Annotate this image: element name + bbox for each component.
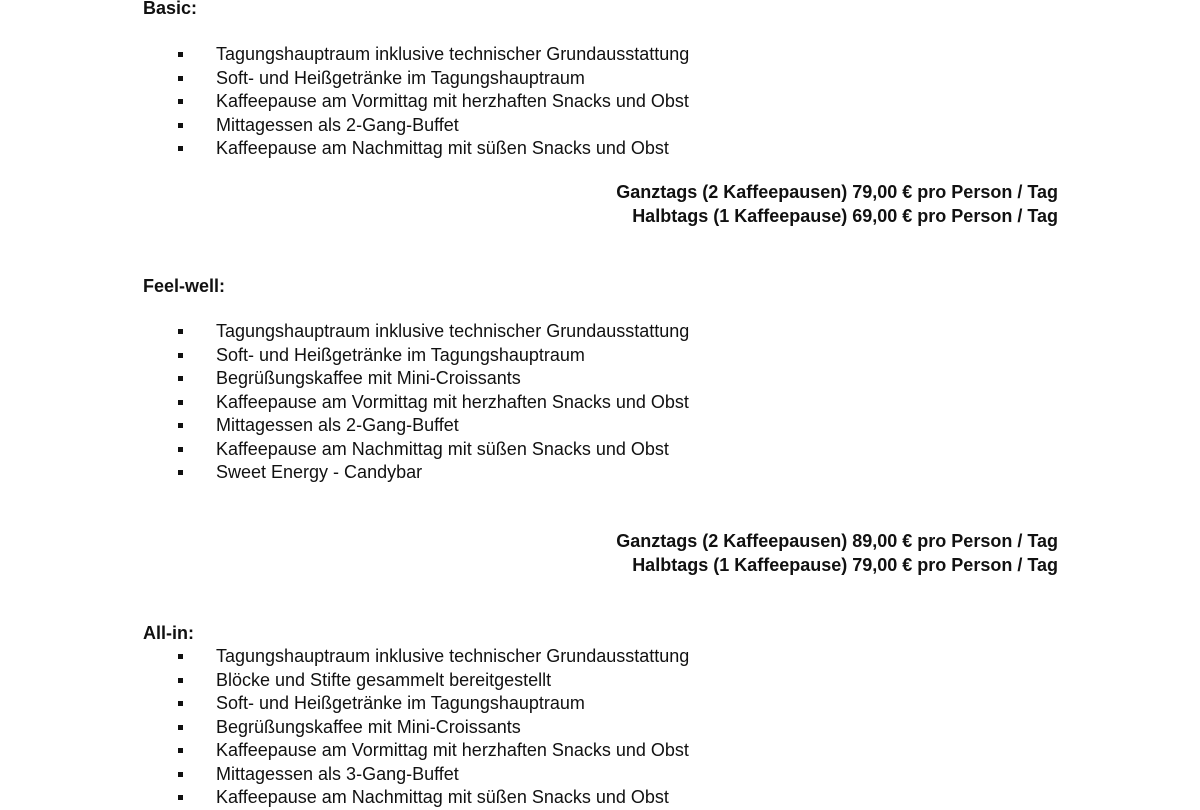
list-item: [178, 367, 689, 391]
price-full-day: Ganztags (2 Kaffeepausen) 79,00 € pro Person / Tag: [616, 182, 1058, 202]
bullet-icon: [178, 146, 183, 151]
list-item-text: Sweet Energy - Candybar: [216, 462, 423, 482]
package-title-feel-well: Feel-well:: [143, 276, 226, 296]
list-item-text: Kaffeepause am Nachmittag mit süßen Snacks und Obst: [216, 138, 669, 158]
list-item: [178, 786, 689, 810]
bullet-icon: [178, 678, 183, 683]
list-item: [178, 344, 689, 368]
price-block-basic: [616, 180, 1058, 228]
list-item: [178, 90, 689, 114]
list-item-text: Tagungshauptraum inklusive technischer Grundausstattung: [216, 44, 690, 64]
list-item-text: Tagungshauptraum inklusive technischer Grundausstattung: [216, 646, 690, 666]
bullet-icon: [178, 329, 183, 334]
list-item-text: Kaffeepause am Nachmittag mit süßen Snacks und Obst: [216, 787, 669, 807]
bullet-icon: [178, 76, 183, 81]
package-title-basic: Basic:: [143, 0, 198, 18]
list-item-text: Soft- und Heißgetränke im Tagungshauptraum: [216, 67, 585, 88]
package-items-all-in: [178, 645, 689, 810]
list-item-text: Blöcke und Stifte gesammelt bereitgestellt: [216, 669, 552, 690]
list-item: [178, 692, 689, 716]
price-half-day: Halbtags (1 Kaffeepause) 69,00 € pro Person / Tag: [632, 206, 1058, 226]
list-item: [178, 67, 689, 91]
list-item: [178, 669, 689, 693]
package-title-all-in: All-in:: [143, 623, 194, 643]
price-half-day: Halbtags (1 Kaffeepause) 79,00 € pro Person / Tag: [632, 555, 1058, 575]
list-item: [178, 320, 689, 344]
bullet-icon: [178, 376, 183, 381]
list-item: [178, 43, 689, 67]
bullet-icon: [178, 353, 183, 358]
price-block-feel-well: [616, 529, 1058, 577]
list-item-text: Kaffeepause am Nachmittag mit süßen Snacks und Obst: [216, 438, 669, 459]
list-item-text: Begrüßungskaffee mit Mini-Croissants: [216, 368, 521, 388]
bullet-icon: [178, 123, 183, 128]
list-item-text: Kaffeepause am Vormittag mit herzhaften Snacks und Obst: [216, 391, 689, 412]
bullet-icon: [178, 772, 183, 777]
list-item: [178, 414, 689, 438]
bullet-icon: [178, 52, 183, 57]
list-item-text: Tagungshauptraum inklusive technischer Grundausstattung: [216, 321, 690, 341]
list-item: [178, 716, 689, 740]
package-items-feel-well: [178, 320, 689, 485]
list-item-text: Mittagessen als 3-Gang-Buffet: [216, 763, 459, 784]
bullet-icon: [178, 400, 183, 405]
bullet-icon: [178, 725, 183, 730]
list-item-text: Soft- und Heißgetränke im Tagungshauptraum: [216, 344, 585, 365]
list-item-text: Mittagessen als 2-Gang-Buffet: [216, 415, 459, 435]
bullet-icon: [178, 423, 183, 428]
list-item: [178, 391, 689, 415]
bullet-icon: [178, 470, 183, 475]
bullet-icon: [178, 654, 183, 659]
bullet-icon: [178, 99, 183, 104]
package-items-basic: [178, 43, 689, 161]
list-item: [178, 645, 689, 669]
bullet-icon: [178, 701, 183, 706]
list-item-text: Kaffeepause am Vormittag mit herzhaften Snacks und Obst: [216, 740, 689, 760]
bullet-icon: [178, 447, 183, 452]
price-full-day: Ganztags (2 Kaffeepausen) 89,00 € pro Person / Tag: [616, 531, 1058, 551]
list-item: [178, 461, 689, 485]
list-item-text: Kaffeepause am Vormittag mit herzhaften Snacks und Obst: [216, 91, 689, 111]
list-item: [178, 763, 689, 787]
bullet-icon: [178, 748, 183, 753]
list-item: [178, 438, 689, 462]
list-item-text: Mittagessen als 2-Gang-Buffet: [216, 114, 459, 135]
list-item: [178, 137, 689, 161]
list-item: [178, 739, 689, 763]
list-item-text: Soft- und Heißgetränke im Tagungshauptraum: [216, 693, 585, 713]
list-item-text: Begrüßungskaffee mit Mini-Croissants: [216, 716, 521, 737]
list-item: [178, 114, 689, 138]
